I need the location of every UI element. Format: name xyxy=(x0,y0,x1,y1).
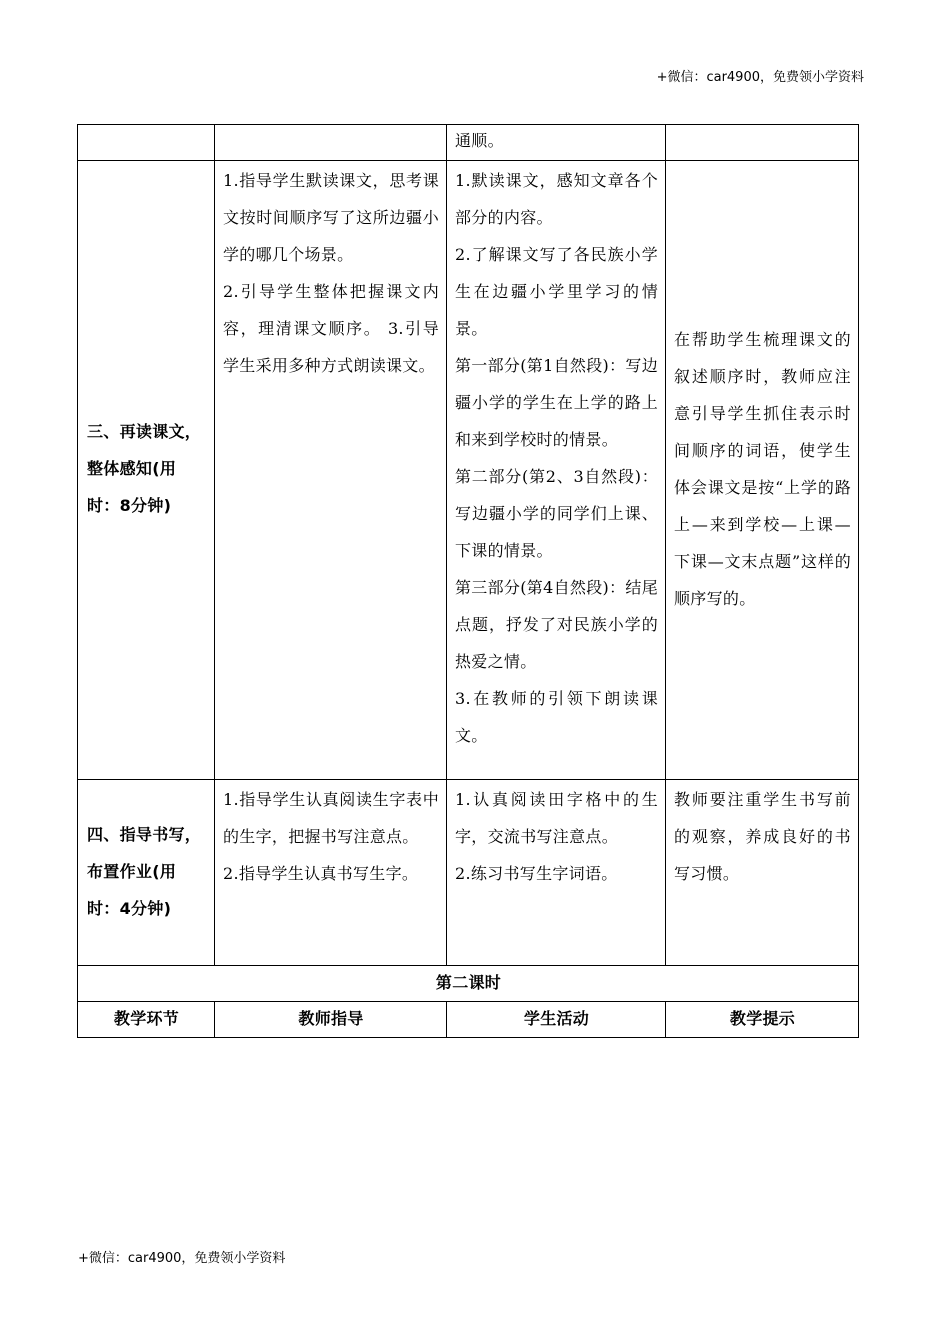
tip-text: 教师要注重学生书写前的观察，养成良好的书写习惯。 xyxy=(674,790,851,883)
student-cell xyxy=(447,125,666,161)
student-text: 通顺。 xyxy=(455,131,504,150)
column-header-tip: 教学提示 xyxy=(666,1002,859,1038)
student-item: 第一部分(第1自然段)：写边疆小学的学生在上学的路上和来到学校时的情景。 xyxy=(455,356,658,449)
tip-cell xyxy=(666,161,859,780)
student-cell xyxy=(447,780,666,966)
section-title-row xyxy=(78,966,859,1002)
stage-text: 四、指导书写，布置作业(用时：4分钟) xyxy=(87,824,202,918)
teacher-cell xyxy=(215,125,447,161)
student-cell xyxy=(447,161,666,780)
column-header-student: 学生活动 xyxy=(447,1002,666,1038)
student-item: 第三部分(第4自然段)：结尾点题，抒发了对民族小学的热爱之情。 xyxy=(455,578,658,671)
footer-note: +微信：car4900，免费领小学资料 xyxy=(78,1251,286,1266)
tip-cell xyxy=(666,780,859,966)
student-item: 1.认真阅读田字格中的生字，交流书写注意点。 xyxy=(455,790,658,846)
lesson-plan-table xyxy=(77,124,859,1038)
table-row-continued xyxy=(78,125,859,161)
column-header-row xyxy=(78,1002,859,1038)
teacher-item: 2.指导学生认真书写生字。 xyxy=(223,864,419,883)
section-title: 第二课时 xyxy=(78,966,859,1002)
student-item: 2.练习书写生字词语。 xyxy=(455,864,618,883)
student-item: 第二部分(第2、3自然段)：写边疆小学的同学们上课、下课的情景。 xyxy=(455,467,658,560)
stage-cell xyxy=(78,161,215,780)
teacher-cell xyxy=(215,780,447,966)
teacher-cell xyxy=(215,161,447,780)
student-item: 2.了解课文写了各民族小学生在边疆小学里学习的情景。 xyxy=(455,245,658,338)
column-header-teacher: 教师指导 xyxy=(215,1002,447,1038)
table-row-four xyxy=(78,780,859,966)
student-item: 3.在教师的引领下朗读课文。 xyxy=(455,689,658,745)
column-header-stage: 教学环节 xyxy=(78,1002,215,1038)
tip-text: 在帮助学生梳理课文的叙述顺序时，教师应注意引导学生抓住表示时间顺序的词语，使学生体会课文是按“上学的路上—来到学校—上课—下课—文末点题”这样的顺序写的。 xyxy=(674,329,851,608)
stage-cell xyxy=(78,125,215,161)
table-row-three xyxy=(78,161,859,780)
teacher-item: 1.指导学生默读课文，思考课文按时间顺序写了这所边疆小学的哪几个场景。 xyxy=(223,171,439,264)
tip-cell xyxy=(666,125,859,161)
header-note: +微信：car4900，免费领小学资料 xyxy=(656,70,864,85)
student-item: 1.默读课文，感知文章各个部分的内容。 xyxy=(455,171,658,227)
teacher-item: 1.指导学生认真阅读生字表中的生字，把握书写注意点。 xyxy=(223,790,439,846)
teacher-item: 2.引导学生整体把握课文内容，理清课文顺序。 3.引导学生采用多种方式朗读课文。 xyxy=(223,282,439,375)
stage-text: 三、再读课文，整体感知(用时：8分钟) xyxy=(87,422,202,515)
stage-cell xyxy=(78,780,215,966)
